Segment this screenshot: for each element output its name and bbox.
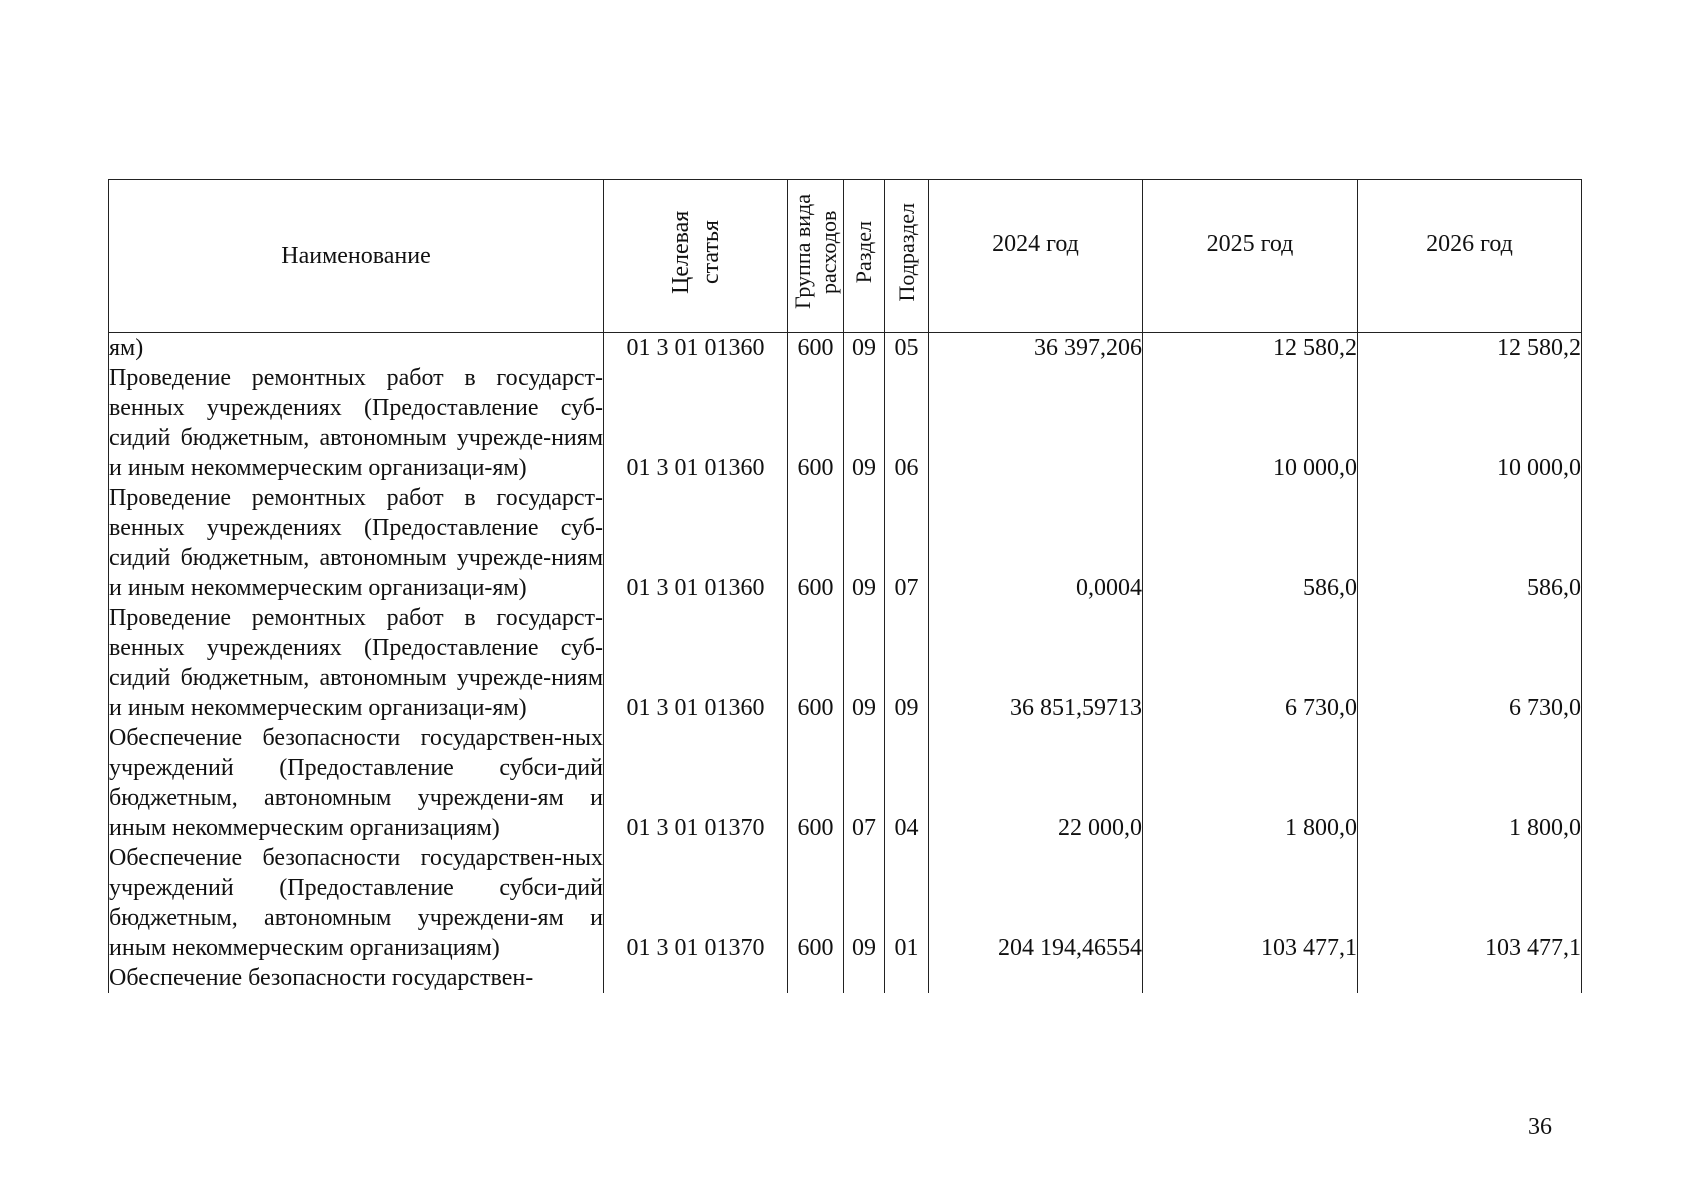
row-name: Обеспечение безопасности государствен-ных учреждений (Предоставление субси-дий бюджетным, автономным учреждени-ям и иным некоммерческим организациям) <box>109 845 603 961</box>
header-target-label: Целевая статья <box>667 210 724 294</box>
row-2026: 10 000,0 <box>1358 363 1582 483</box>
header-group <box>788 180 844 333</box>
table-row <box>109 723 1582 843</box>
row-group: 600 <box>788 723 844 843</box>
row-group: 600 <box>788 843 844 963</box>
header-target <box>604 180 788 333</box>
row-2024 <box>929 963 1143 993</box>
row-subsection <box>885 963 929 993</box>
header-2025 <box>1143 180 1358 333</box>
row-subsection: 06 <box>885 363 929 483</box>
row-name: Обеспечение безопасности государствен- <box>109 963 604 993</box>
row-target: 01 3 01 01360 <box>604 603 788 723</box>
table-row <box>109 963 1582 993</box>
row-target: 01 3 01 01360 <box>604 363 788 483</box>
row-subsection: 01 <box>885 843 929 963</box>
header-2024 <box>929 180 1143 333</box>
row-2025: 12 580,2 <box>1143 333 1358 364</box>
row-2026: 103 477,1 <box>1358 843 1582 963</box>
row-2025: 6 730,0 <box>1143 603 1358 723</box>
row-target: 01 3 01 01360 <box>604 483 788 603</box>
header-section-label: Раздел <box>851 220 876 284</box>
row-2025 <box>1143 963 1358 993</box>
row-name: Проведение ремонтных работ в государст-венных учреждениях (Предоставление суб-сидий бюджетным, автономным учрежде-ниям и иным некоммерческим организаци-ям) <box>109 485 603 601</box>
header-2025-label: 2025 год <box>1206 231 1294 257</box>
row-target: 01 3 01 01370 <box>604 843 788 963</box>
row-group: 600 <box>788 603 844 723</box>
budget-table <box>108 179 1582 993</box>
row-2024: 204 194,46554 <box>929 843 1143 963</box>
row-section <box>844 963 885 993</box>
row-2024: 0,0004 <box>929 483 1143 603</box>
table-row <box>109 363 1582 483</box>
row-section: 09 <box>844 843 885 963</box>
row-2026: 1 800,0 <box>1358 723 1582 843</box>
row-section: 09 <box>844 483 885 603</box>
row-name: Проведение ремонтных работ в государст-венных учреждениях (Предоставление суб-сидий бюджетным, автономным учрежде-ниям и иным некоммерческим организаци-ям) <box>109 605 603 721</box>
row-subsection: 09 <box>885 603 929 723</box>
row-section: 07 <box>844 723 885 843</box>
row-2024: 36 851,59713 <box>929 603 1143 723</box>
row-section: 09 <box>844 333 885 364</box>
row-2026 <box>1358 963 1582 993</box>
header-2026 <box>1358 180 1582 333</box>
row-2024: 22 000,0 <box>929 723 1143 843</box>
row-2025: 1 800,0 <box>1143 723 1358 843</box>
row-2024: 36 397,206 <box>929 333 1143 364</box>
table-header-row <box>109 180 1582 333</box>
row-group: 600 <box>788 483 844 603</box>
header-2024-label: 2024 год <box>992 231 1079 257</box>
header-section <box>844 180 885 333</box>
page-number: 36 <box>1528 1114 1552 1140</box>
table-row <box>109 333 1582 364</box>
row-name: Проведение ремонтных работ в государст-венных учреждениях (Предоставление суб-сидий бюджетным, автономным учрежде-ниям и иным некоммерческим организаци-ям) <box>109 365 603 481</box>
row-2026: 12 580,2 <box>1358 333 1582 364</box>
header-name-label: Наименование <box>281 243 431 269</box>
row-section: 09 <box>844 363 885 483</box>
header-subsection <box>885 180 929 333</box>
row-2025: 103 477,1 <box>1143 843 1358 963</box>
row-subsection: 04 <box>885 723 929 843</box>
row-subsection: 05 <box>885 333 929 364</box>
header-name <box>109 180 604 333</box>
row-2026: 586,0 <box>1358 483 1582 603</box>
table-row <box>109 483 1582 603</box>
header-group-label: Группа вида расходов <box>789 194 841 310</box>
row-2026: 6 730,0 <box>1358 603 1582 723</box>
header-2026-label: 2026 год <box>1426 231 1513 257</box>
row-target: 01 3 01 01370 <box>604 723 788 843</box>
row-name: ям) <box>109 333 604 364</box>
row-2025: 10 000,0 <box>1143 363 1358 483</box>
row-target: 01 3 01 01360 <box>604 333 788 364</box>
row-section: 09 <box>844 603 885 723</box>
table-row <box>109 603 1582 723</box>
row-target <box>604 963 788 993</box>
row-group: 600 <box>788 363 844 483</box>
row-group <box>788 963 844 993</box>
row-name: Обеспечение безопасности государствен-ных учреждений (Предоставление субси-дий бюджетным, автономным учреждени-ям и иным некоммерческим организациям) <box>109 725 603 841</box>
table-row <box>109 843 1582 963</box>
row-2024 <box>929 363 1143 483</box>
header-subsection-label: Подраздел <box>893 202 919 302</box>
row-2025: 586,0 <box>1143 483 1358 603</box>
row-subsection: 07 <box>885 483 929 603</box>
row-group: 600 <box>788 333 844 364</box>
